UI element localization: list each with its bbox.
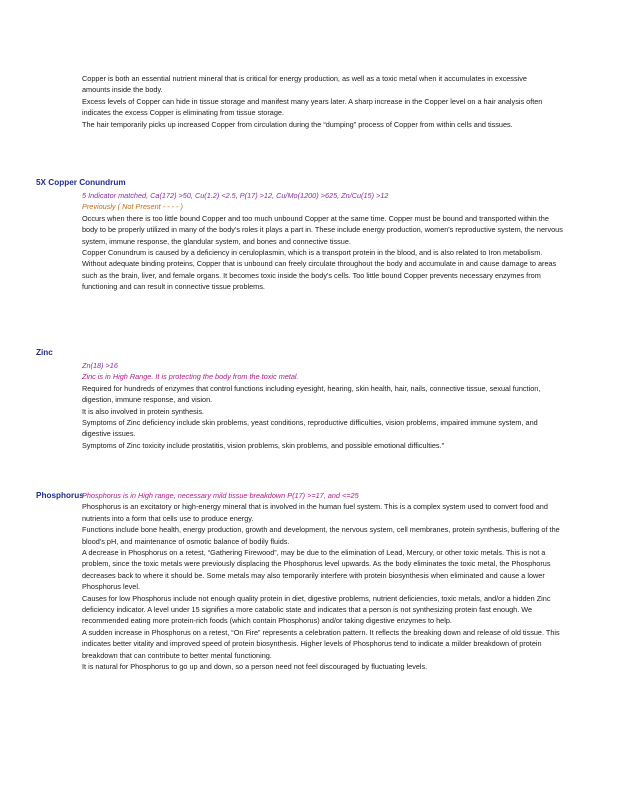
section-heading: Zinc — [36, 348, 53, 357]
section-zinc — [36, 347, 566, 451]
intro-paragraph: Excess levels of Copper can hide in tissue storage and manifest many years later. A sharp increase in the Copper level on a hair analysis often indicates the excess Copper is eliminating from tissue storage. — [82, 96, 543, 118]
section-paragraph: Symptoms of Zinc toxicity include prostatitis, vision problems, skin problems, and possible emotional difficulties." — [82, 440, 445, 450]
range-status: Zinc is in High Range. It is protecting the body from the toxic metal. — [82, 372, 299, 382]
section-paragraph: A decrease in Phosphorus on a retest, “Gathering Firewood”, may be due to the elimination of Lead, Mercury, or other toxic metals. This is not a problem, since the toxic metals were previously displacing the Phosphorus level upwards. As the body eliminates the toxic metal, the Phosphorus decreases back to where it should be. Some metals may also temporarily interfere with protein biosynthesis when eliminated and cause a lower Phosphorus level. — [82, 548, 551, 592]
intro-paragraph: The hair temporarily picks up increased Copper from circulation during the “dumping” process of Copper from within cells and tissues. — [82, 119, 513, 129]
section-paragraph: A sudden increase in Phosphorus on a retest, “On Fire” represents a celebration pattern. It reflects the breaking down and release of old tissue. This indicates better vitality and improved speed of protein biosynthesis. Higher levels of Phosphorus tend to indicate a milder breakdown of protein breakdown that can contribute to better mental functioning. — [82, 627, 560, 660]
intro-paragraph: Copper is both an essential nutrient mineral that is critical for energy production, as well as a toxic metal when it accumulates in excessive amounts inside the body. — [82, 74, 527, 95]
criteria-line: Zn(18) >16 — [82, 361, 118, 370]
section-body — [82, 360, 566, 451]
previously-status: Previously ( Not Present - - - - ) — [82, 202, 183, 212]
section-body — [82, 190, 566, 293]
range-status: Phosphorus is in High range, necessary mild tissue breakdown P(17) >=17, and <=25 — [82, 491, 359, 500]
section-paragraph: Functions include bone health, energy production, growth and development, the nervous system, cell membranes, protein synthesis, buffering of the blood's pH, and maintenance of osmotic balance of bodily fluids. — [82, 525, 560, 546]
section-paragraph: Symptoms of Zinc deficiency include skin problems, yeast conditions, reproductive difficulties, vision problems, impaired immune system, and digestive issues. — [82, 418, 538, 439]
copper-intro — [82, 73, 552, 130]
section-phosphorus — [36, 490, 566, 673]
section-paragraph: Occurs when there is too little bound Copper and too much unbound Copper at the same time. Copper must be bound and transported within the body to be properly utilized in many of the body's roles it plays a part in. These include energy production, women's reproductive system, the nervous system, immune response, the glandular system, and bones and connective tissue. — [82, 213, 563, 246]
section-paragraph: It is natural for Phosphorus to go up and down, so a person need not feel discouraged by fluctuating levels. — [82, 662, 428, 672]
section-paragraph: Copper Conundrum is caused by a deficiency in ceruloplasmin, which is a transport protein in the blood, and is also related to Iron metabolism. Without adequate binding proteins, Copper that is unbound can freely circulate throughout the body and accumulate in and cause damage to areas such as the brain, liver, and female organs. It becomes toxic inside the body's cells. Too little bound Copper prevents necessary enzymes from functioning and can result in connective tissue problems. — [82, 248, 557, 292]
criteria-line: 5 Indicator matched, Ca(172) >50, Cu(1.2) <2.5, P(17) >12, Cu/Mo(1200) >625, Zn/Cu(15) >12 — [82, 191, 389, 200]
section-body — [82, 490, 566, 673]
section-paragraph: Causes for low Phosphorus include not enough quality protein in diet, digestive problems, nutrient deficiencies, toxic metals, and/or a hidden Zinc deficiency indicator. A level under 15 signifies a more catabolic state and indicates that a person is not synthesizing protein fast enough. We recommended eating more protein-rich foods (which contain Phosphorus) and/or taking digestive enzymes to help. — [82, 593, 551, 626]
section-paragraph: It is also involved in protein synthesis. — [82, 406, 205, 416]
section-heading: Phosphorus — [36, 491, 84, 500]
section-copper-conundrum — [36, 177, 566, 293]
section-paragraph: Required for hundreds of enzymes that control functions including eyesight, hearing, skin health, hair, nails, connective tissue, sexual function, digestion, immune response, and vision. — [82, 383, 541, 405]
section-heading: 5X Copper Conundrum — [36, 178, 126, 187]
section-paragraph: Phosphorus is an excitatory or high-energy mineral that is involved in the human fuel system. This is a complex system used to convert food and nutrients into a form that cells use to produce energy. — [82, 502, 548, 523]
